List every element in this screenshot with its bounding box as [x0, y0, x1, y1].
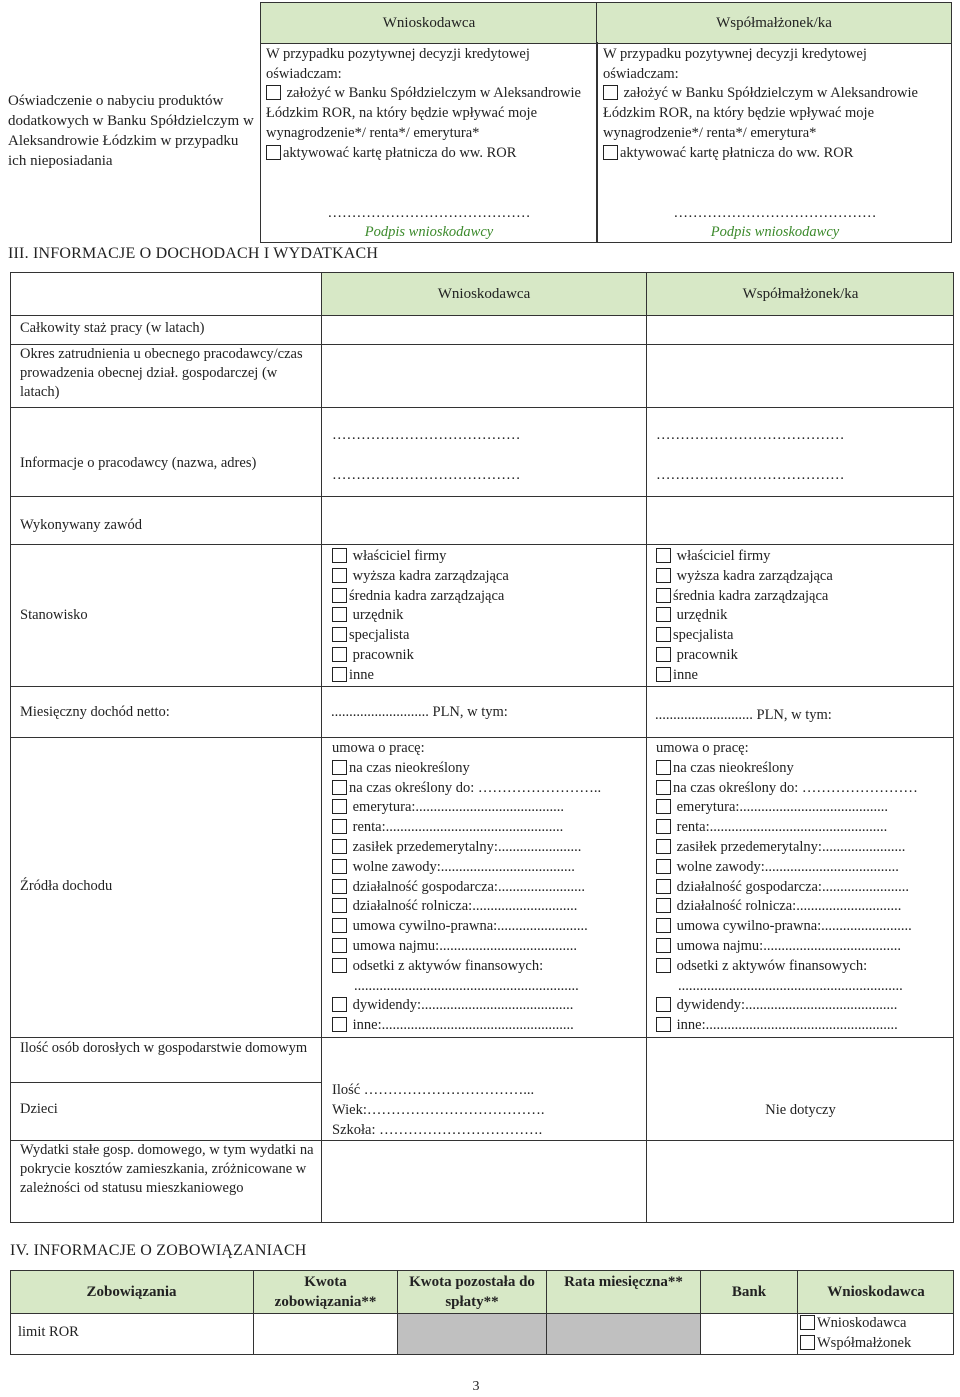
- spouse-source-option[interactable]: emerytura:.........................................: [656, 798, 918, 818]
- spouse-source-option[interactable]: zasiłek przedemerytalny:.......................: [656, 838, 918, 858]
- spouse-employer-dots-1[interactable]: …………………………………: [656, 427, 845, 443]
- amount-header: Kwota zobowiązania**: [274, 1274, 377, 1310]
- spouse-source-option[interactable]: wolne zawody:.....................................: [656, 858, 918, 878]
- source-option[interactable]: umowa cywilno-prawna:.........................: [332, 917, 601, 937]
- owner-applicant-option[interactable]: Wnioskodawca: [800, 1314, 911, 1334]
- statement-intro-spouse: W przypadku pozytywnej decyzji kredytowej oświadczam:: [603, 46, 867, 82]
- limit-ror-label: limit ROR: [18, 1324, 79, 1340]
- position-checkbox[interactable]: [332, 548, 347, 563]
- label-total-stage: Całkowity staż pracy (w latach): [20, 320, 205, 336]
- signature-label: Podpis wnioskodawcy: [364, 224, 494, 240]
- label-employer: Informacje o pracodawcy (nazwa, adres): [20, 455, 257, 471]
- source-option[interactable]: na czas określony do: ……………………..: [332, 779, 601, 799]
- spouse-source-checkbox[interactable]: [656, 819, 671, 834]
- spouse-source-checkbox[interactable]: [656, 898, 671, 913]
- spouse-source-checkbox[interactable]: [656, 938, 671, 953]
- label-expenses: Wydatki stałe gosp. domowego, w tym wydatki na pokrycie kosztów zamieszkania, zróżnicowane w zależności od statusu mieszkaniowego: [20, 1142, 314, 1197]
- position-checkbox[interactable]: [332, 627, 347, 642]
- source-checkbox[interactable]: [332, 958, 347, 973]
- owner-spouse-checkbox[interactable]: [800, 1335, 815, 1350]
- spouse-odsetki-dots[interactable]: ..............................................................: [678, 977, 903, 994]
- children-school-field[interactable]: Szkoła: …………………………….: [332, 1121, 543, 1138]
- source-option[interactable]: zasiłek przedemerytalny:.......................: [332, 838, 601, 858]
- obligation-owner-options: [800, 1314, 911, 1353]
- spouse-source-option[interactable]: na czas nieokreślony: [656, 759, 918, 779]
- spouse-income-sources: [656, 739, 918, 1036]
- bank-header: Bank: [731, 1284, 767, 1300]
- page-number: 3: [472, 1379, 480, 1394]
- position-option[interactable]: średnia kadra zarządzająca: [332, 587, 509, 607]
- not-applicable-text: Nie dotyczy: [765, 1102, 836, 1118]
- source-checkbox[interactable]: [332, 859, 347, 874]
- position-checkbox[interactable]: [332, 588, 347, 603]
- spouse-position-checkbox[interactable]: [656, 548, 671, 563]
- spouse-source-checkbox[interactable]: [656, 997, 671, 1012]
- position-option[interactable]: specjalista: [332, 626, 509, 646]
- spouse-declaration-cell: [596, 42, 952, 243]
- applicant-header: Wnioskodawca: [382, 15, 476, 31]
- spouse-activate-card-label: aktywować kartę płatnicza do ww. ROR: [620, 144, 854, 161]
- source-option[interactable]: inne:.....................................................: [332, 1016, 601, 1036]
- spouse-source-option[interactable]: inne:.....................................................: [656, 1016, 918, 1036]
- spouse-header: Współmałżonek/ka: [716, 15, 832, 31]
- label-employment-period: Okres zatrudnienia u obecnego pracodawcy/czas prowadzenia obecnej dział. gospodarczej (w latach): [20, 346, 303, 401]
- spouse-source-option[interactable]: odsetki z aktywów finansowych:: [656, 957, 918, 977]
- source-option[interactable]: dywidendy:..........................................: [332, 996, 601, 1016]
- applicant-employer-dots-1[interactable]: …………………………………: [332, 427, 521, 443]
- spouse-source-checkbox[interactable]: [656, 799, 671, 814]
- applicant-declaration-cell: [260, 42, 598, 243]
- position-option[interactable]: urzędnik: [332, 606, 509, 626]
- section-3-title: III. INFORMACJE O DOCHODACH I WYDATKACH: [8, 245, 379, 262]
- spouse-source-option[interactable]: dywidendy:..........................................: [656, 996, 918, 1016]
- spouse-position-checkbox[interactable]: [656, 607, 671, 622]
- children-info: [332, 1081, 544, 1140]
- spouse-position-option[interactable]: specjalista: [656, 626, 833, 646]
- spouse-position-option[interactable]: inne: [656, 666, 833, 686]
- spouse-position-checkbox[interactable]: [656, 647, 671, 662]
- source-checkbox[interactable]: [332, 819, 347, 834]
- source-option[interactable]: emerytura:.........................................: [332, 798, 601, 818]
- spouse-header-cell: [596, 2, 952, 44]
- spouse-source-option[interactable]: działalność rolnicza:.............................: [656, 897, 918, 917]
- declaration-label: Oświadczenie o nabyciu produktów dodatkowych w Banku Spółdzielczym w Aleksandrowie Łódzkim w przypadku ich nieposiadania: [8, 93, 254, 169]
- source-option[interactable]: działalność gospodarcza:........................: [332, 878, 601, 898]
- spouse-position-option[interactable]: pracownik: [656, 646, 833, 666]
- position-checkbox[interactable]: [332, 568, 347, 583]
- spouse-source-checkbox[interactable]: [656, 958, 671, 973]
- spouse-source-option[interactable]: renta:.................................................: [656, 818, 918, 838]
- spouse-source-option[interactable]: na czas określony do: ……………………: [656, 779, 918, 799]
- source-option[interactable]: odsetki z aktywów finansowych:: [332, 957, 601, 977]
- label-adults: Ilość osób dorosłych w gospodarstwie domowym: [20, 1040, 308, 1056]
- spouse-position-option[interactable]: wyższa kadra zarządzająca: [656, 567, 833, 587]
- position-option[interactable]: wyższa kadra zarządzająca: [332, 567, 509, 587]
- position-option[interactable]: inne: [332, 666, 509, 686]
- spouse-position-option[interactable]: urzędnik: [656, 606, 833, 626]
- spouse-employer-dots-2[interactable]: …………………………………: [656, 467, 845, 483]
- spouse-position-checkbox[interactable]: [656, 568, 671, 583]
- spouse-source-checkbox[interactable]: [656, 918, 671, 933]
- spouse-source-option[interactable]: działalność gospodarcza:........................: [656, 878, 918, 898]
- spouse-open-ror-label: założyć w Banku Spółdzielczym w Aleksandrowie Łódzkim ROR, na który będzie wpływać moje wynagrodzenie*/ renta*/ emerytura*: [603, 85, 918, 141]
- spouse-source-checkbox[interactable]: [656, 760, 671, 775]
- source-checkbox[interactable]: [332, 938, 347, 953]
- applicant-income-sources: [332, 739, 601, 1036]
- source-option[interactable]: działalność rolnicza:.............................: [332, 897, 601, 917]
- source-checkbox[interactable]: [332, 839, 347, 854]
- statement-intro: W przypadku pozytywnej decyzji kredytowej oświadczam:: [266, 46, 530, 82]
- applicant-employer-dots-2[interactable]: …………………………………: [332, 467, 521, 483]
- employment-contract-label: umowa o pracę:: [332, 740, 425, 756]
- installment-header: Rata miesięczna**: [564, 1274, 683, 1290]
- source-option[interactable]: umowa najmu:......................................: [332, 937, 601, 957]
- position-checkbox[interactable]: [332, 647, 347, 662]
- label-net-income: Miesięczny dochód netto:: [20, 704, 170, 720]
- source-checkbox[interactable]: [332, 898, 347, 913]
- income-table: [10, 272, 955, 1224]
- signature-dots: ……………………………………: [327, 205, 531, 221]
- position-checkbox[interactable]: [332, 607, 347, 622]
- section-4-title: IV. INFORMACJE O ZOBOWIĄZANIACH: [10, 1242, 307, 1259]
- owner-applicant-checkbox[interactable]: [800, 1315, 815, 1330]
- position-option[interactable]: właściciel firmy: [332, 547, 509, 567]
- spouse-position-checkbox[interactable]: [656, 627, 671, 642]
- activate-card-checkbox[interactable]: [266, 145, 281, 160]
- source-option[interactable]: na czas nieokreślony: [332, 759, 601, 779]
- spouse-source-option[interactable]: umowa cywilno-prawna:.........................: [656, 917, 918, 937]
- source-option[interactable]: wolne zawody:.....................................: [332, 858, 601, 878]
- odsetki-dots[interactable]: ..............................................................: [354, 977, 579, 994]
- income-applicant-header: Wnioskodawca: [437, 286, 531, 302]
- income-spouse-header: Współmałżonek/ka: [742, 286, 859, 302]
- spouse-signature-label: Podpis wnioskodawcy: [710, 224, 840, 240]
- open-ror-checkbox[interactable]: [266, 85, 281, 100]
- top-declaration-table: [0, 0, 960, 245]
- children-count-field[interactable]: Ilość ……………………………...: [332, 1082, 535, 1098]
- spouse-source-checkbox[interactable]: [656, 839, 671, 854]
- spouse-source-checkbox[interactable]: [656, 879, 671, 894]
- label-children: Dzieci: [20, 1101, 58, 1117]
- spouse-position-option[interactable]: średnia kadra zarządzająca: [656, 587, 833, 607]
- spouse-activate-card-checkbox[interactable]: [603, 145, 618, 160]
- obligations-header: Zobowiązania: [86, 1284, 177, 1300]
- spouse-source-checkbox[interactable]: [656, 859, 671, 874]
- owner-spouse-option[interactable]: Współmałżonek: [800, 1334, 911, 1354]
- applicant-header-cell: [260, 2, 598, 44]
- source-checkbox[interactable]: [332, 879, 347, 894]
- applicant-income-field[interactable]: ........................... PLN, w tym:: [331, 704, 508, 720]
- remaining-header: Kwota pozostała do spłaty**: [409, 1274, 535, 1310]
- source-checkbox[interactable]: [332, 780, 347, 795]
- activate-card-label: aktywować kartę płatnicza do ww. ROR: [283, 144, 517, 161]
- spouse-positions: [656, 547, 833, 686]
- open-ror-label: założyć w Banku Spółdzielczym w Aleksandrowie Łódzkim ROR, na który będzie wpływać moje wynagrodzenie*/ renta*/ emerytura*: [266, 85, 581, 141]
- children-age-field[interactable]: Wiek:……………………………….: [332, 1101, 545, 1118]
- spouse-source-option[interactable]: umowa najmu:......................................: [656, 937, 918, 957]
- spouse-employment-contract-label: umowa o pracę:: [656, 740, 749, 756]
- spouse-source-checkbox[interactable]: [656, 780, 671, 795]
- source-checkbox[interactable]: [332, 918, 347, 933]
- spouse-source-checkbox[interactable]: [656, 1017, 671, 1032]
- spouse-position-option[interactable]: właściciel firmy: [656, 547, 833, 567]
- spouse-position-checkbox[interactable]: [656, 667, 671, 682]
- source-option[interactable]: renta:.................................................: [332, 818, 601, 838]
- position-checkbox[interactable]: [332, 667, 347, 682]
- label-income-sources: Źródła dochodu: [20, 878, 113, 894]
- obligations-applicant-header: Wnioskodawca: [827, 1284, 925, 1300]
- source-checkbox[interactable]: [332, 760, 347, 775]
- applicant-positions: [332, 547, 509, 686]
- label-profession: Wykonywany zawód: [20, 517, 142, 533]
- source-checkbox[interactable]: [332, 997, 347, 1012]
- spouse-signature-dots: ……………………………………: [673, 205, 877, 221]
- source-checkbox[interactable]: [332, 799, 347, 814]
- position-option[interactable]: pracownik: [332, 646, 509, 666]
- spouse-open-ror-checkbox[interactable]: [603, 85, 618, 100]
- spouse-position-checkbox[interactable]: [656, 588, 671, 603]
- obligations-table: [10, 1270, 955, 1356]
- source-checkbox[interactable]: [332, 1017, 347, 1032]
- spouse-income-field[interactable]: ........................... PLN, w tym:: [655, 707, 832, 723]
- label-position: Stanowisko: [20, 607, 88, 623]
